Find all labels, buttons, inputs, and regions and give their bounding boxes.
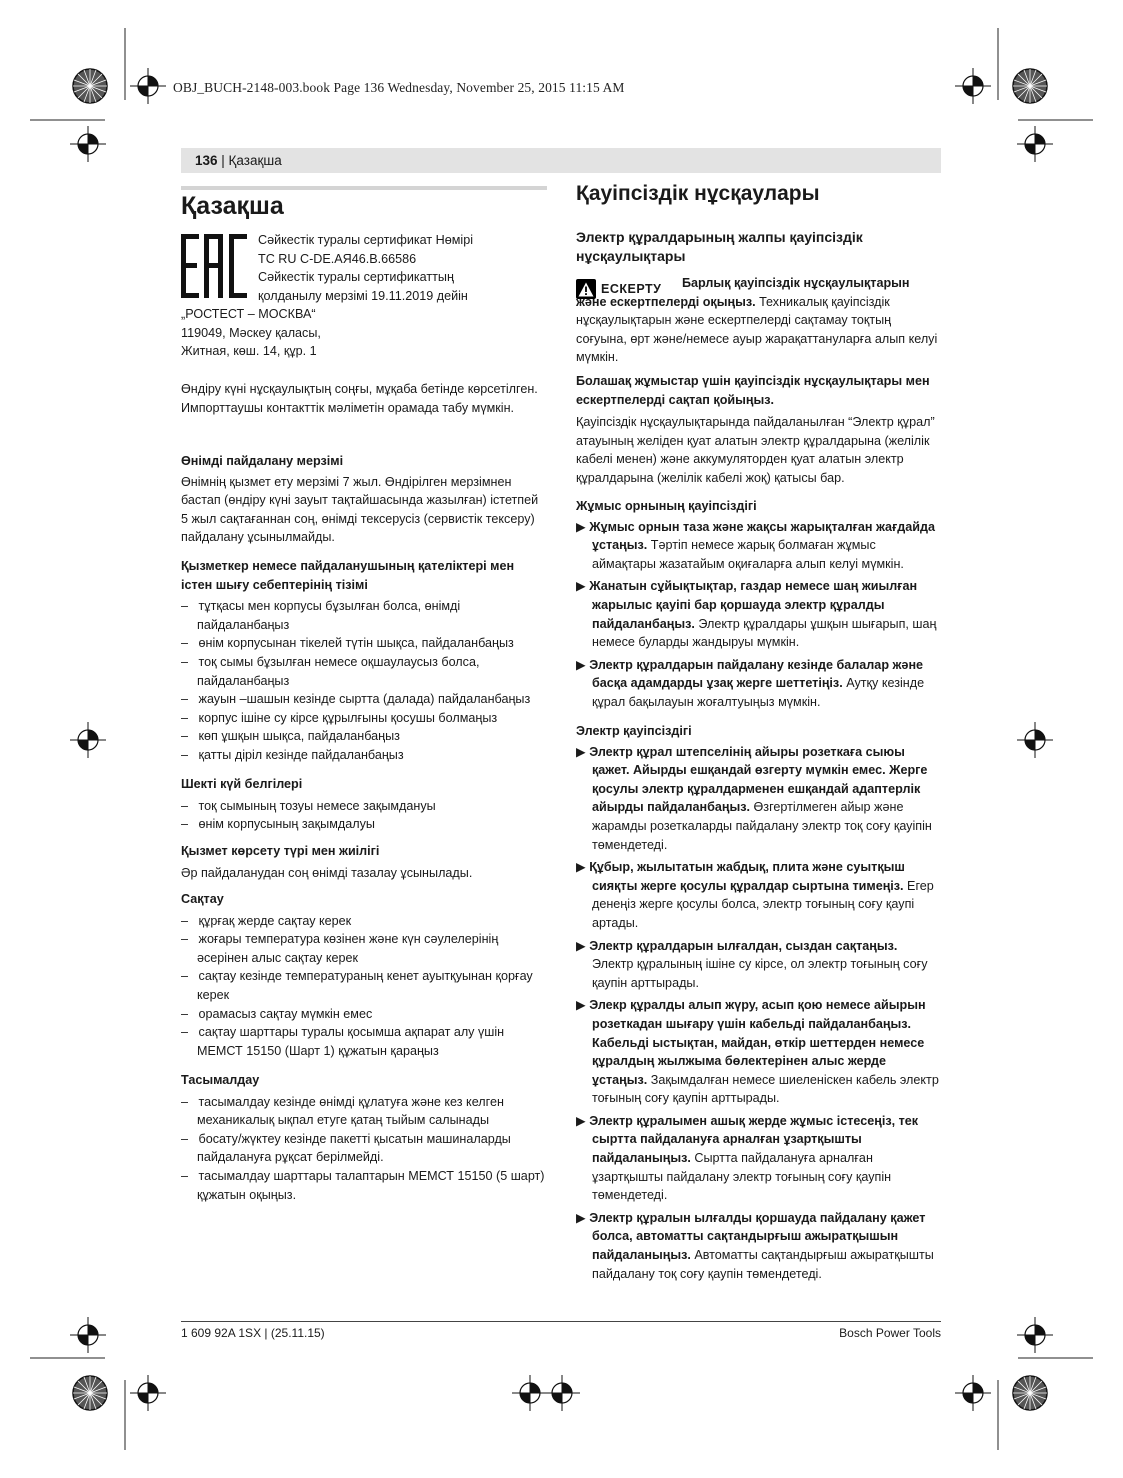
cert-line: Сәйкестік туралы сертификаттың xyxy=(258,270,454,284)
list-item: – тұтқасы мен корпусы бұзылған болса, өнімді пайдаланбаңыз xyxy=(181,599,461,632)
service-life-section xyxy=(181,452,547,547)
list-item: – көп ұшқын шықса, пайдаланбаңыз xyxy=(181,729,400,744)
footer-brand: Bosch Power Tools xyxy=(839,1326,941,1340)
list-item: ▶ Электр құрал штепселінің айыры розеткаға сыюы қажет. Айырды ешқандай өзгерту мүмкін емес. Жерге қосулы электр құралдарменен ешқандай адаптерлік айырды пайдаланбаңыз. Өзгертілмеген айыр және жарамды розеткаларды пайдалану электр тоқ соғу қауіпін төмендетеді. xyxy=(576,744,932,852)
footer-doc-id: 1 609 92A 1SX | (25.11.15) xyxy=(181,1326,325,1340)
list-item: – қатты діріл кезінде пайдаланбаңыз xyxy=(181,747,404,762)
list-item: – өнім корпусынан тікелей түтін шықса, пайдаланбаңыз xyxy=(181,636,514,651)
list-item: – жауын –шашын кезінде сыртта (далада) пайдаланбаңыз xyxy=(181,692,531,707)
keep-text: Қауіпсіздік нұсқаулықтарында пайдаланылған “Электр құрал” атауының желіден қуат алатын электр құралдарына (желілік кабелі менен) және аккумуляторден қуат алатын электр құралдарына (желілік кабелі жоқ) қатысы бар. xyxy=(576,415,935,485)
list-item: – тоқ сымы бұзылған немесе оқшаулаусыз болса, пайдаланбаңыз xyxy=(181,654,480,688)
errors-section xyxy=(181,557,547,765)
section-heading: Шекті күй белгілері xyxy=(181,777,303,791)
section-text: Әр пайдаланудан соң өнімді тазалау ұсынылады. xyxy=(181,865,473,880)
list-item: – өнім корпусының зақымдалуы xyxy=(181,817,375,832)
section-text: Өнімнің қызмет ету мерзімі 7 жыл. Өндірілген мерзімнен бастап (өндіру күні зауыт тақтайшасында жазылған) істетпей 5 жыл сақтағаннан соң, өнімді тексерусіз (сервистік тексеру) пайдалану ұсынылмайды. xyxy=(181,474,539,545)
list-item: ▶ Электр құралдарын ылғалдан, сыздан сақтаңыз. Электр құралының ішіне су кірсе, ол электр тоғының соғу қаупін арттырады. xyxy=(576,938,928,990)
section-heading: Сақтау xyxy=(181,892,224,906)
limits-section xyxy=(181,775,547,834)
section-heading: Электр қауіпсіздігі xyxy=(576,724,692,738)
keep-heading: Болашақ жұмыстар үшін қауіпсіздік нұсқаулықтары мен ескертпелерді сақтап қойыңыз. xyxy=(576,374,930,407)
intro-block xyxy=(181,380,547,417)
section-heading: Өнімді пайдалану мерзімі xyxy=(181,454,344,468)
intro-text: Импорттаушы контакттік мәліметін орамада табу мүмкін. xyxy=(181,400,515,415)
list-item: – босату/жүктеу кезінде пакетті қысатын машиналарды пайдалануға рұқсат берілмейді. xyxy=(181,1131,511,1165)
cert-address xyxy=(181,305,547,361)
warning-label: ЕСКЕРТУ xyxy=(601,282,662,296)
list-item: – сақтау шарттары туралы қосымша ақпарат алу үшін МЕМСТ 15150 (Шарт 1) құжатын қараңыз xyxy=(181,1025,505,1058)
left-title-rule xyxy=(181,186,547,190)
cert-line: „РОСТЕСТ – МОСКВА“ xyxy=(181,307,316,321)
cert-block xyxy=(258,231,548,305)
left-title: Қазақша xyxy=(181,192,284,220)
transport-section xyxy=(181,1071,547,1204)
list-item: ▶ Электр құралын ылғалды қоршауда пайдалану қажет болса, автоматты сақтандырғыш ажыратқышын пайдаланыңыз. Автоматты сақтандырғыш ажыратқышты пайдалану тоқ соғу қаупін төмендетеді. xyxy=(576,1210,934,1281)
cert-line: Сәйкестік туралы сертификат Нөмірі xyxy=(258,233,473,247)
list-item: ▶ Құбыр, жылытатын жабдық, плита және суытқыш сияқты жерге қосулы құралдар сыртына тимеңіз. Егер денеңіз жерге қосулы болса, электр тоғының соғу қаупі артады. xyxy=(576,860,934,930)
cert-line: 119049, Мәскеу қаласы, xyxy=(181,325,321,340)
eac-logo xyxy=(181,234,247,298)
list-item: – корпус ішіне су кірсе құрылғыны қосушы болмаңыз xyxy=(181,710,498,725)
section-heading: Қызмет көрсету түрі мен жиілігі xyxy=(181,844,380,858)
section-heading: Тасымалдау xyxy=(181,1073,260,1087)
list-item: ▶ Электр құралымен ашық жерде жұмыс істесеңіз, тек сыртта пайдалануға арналған ұзартқышты пайдаланыңыз. Сыртта пайдалануға арналған ұзартқышты пайдалану электр тоғының соғу қаупін төмендетеді. xyxy=(576,1113,919,1203)
list-item: ▶ Электр құралдарын пайдалану кезінде балалар және басқа адамдарды ұзақ жерге шеттетіңіз. Аутқу кезінде құрал бақылауын жоғалтуыңыз мүмкін. xyxy=(576,657,925,709)
cert-line: Житная, көш. 14, құр. 1 xyxy=(181,344,317,358)
list-item: ▶ Жұмыс орнын таза және жақсы жарықталған жағдайда ұстаңыз. Тәртіп немесе жарық болмаған жұмыс аймақтары жазатайым оқиғаларға алып келуі мүмкін. xyxy=(576,519,936,571)
header-section: Қазақша xyxy=(228,153,282,168)
intro-text: Өндіру күні нұсқаулықтың соңғы, мұқаба бетінде көрсетілген. xyxy=(181,382,538,396)
list-item: – сақтау кезінде температураның кенет ауытқуынан қорғау керек xyxy=(181,969,533,1002)
header-bar xyxy=(181,148,941,173)
list-item: ▶ Элекр құралды алып жүру, асып қою немесе айырын розеткадан шығару үшін кабельді пайдаланбаңыз. Кабельді ыстықтан, майдан, өткір шеттерден немесе құралдың жылжыма бөлектерінен алыс жерде ұстаңыз. Зақымдалған немесе шиеленіскен кабель электр тоғының соғу қаупін арттырады. xyxy=(576,998,939,1106)
list-item: – тоқ сымының тозуы немесе зақымдануы xyxy=(181,798,436,813)
list-item: – тасымалдау кезінде өнімді құлатуға және кез келген механикалық ықпал етуге қатаң тыйым салынады xyxy=(181,1094,504,1128)
book-info-line: OBJ_BUCH-2148-003.book Page 136 Wednesday, November 25, 2015 11:15 AM xyxy=(173,80,625,95)
list-item: ▶ Жанатын сұйықтықтар, газдар немесе шаң жиылған жарылыс қауіпі бар қоршауда электр құралды пайдаланбаңыз. Электр құралдары ұшқын шығарып, шаң немесе буларды жандыруы мүмкін. xyxy=(576,579,937,650)
right-subtitle: Электр құралдарының жалпы қауіпсіздік нұсқаулықтары xyxy=(576,229,863,264)
electrical-section xyxy=(576,722,941,1283)
service-section xyxy=(181,842,547,882)
list-item: – құрғақ жерде сақтау керек xyxy=(181,913,352,928)
list-item: – жоғары температура көзінен және күн сәулелерінің әсерінен алыс сақтау керек xyxy=(181,932,499,965)
cert-line: қолданылу мерзімі 19.11.2019 дейін xyxy=(258,288,468,303)
list-item: – орамасыз сақтау мүмкін емес xyxy=(181,1006,373,1021)
section-heading: Жұмыс орнының қауіпсіздігі xyxy=(576,499,757,513)
warning-text: Барлық қауіпсіздік нұсқаулықтарын және ескертпелерді оқыңыз. Техникалық қауіпсіздік нұсқаулықтарын және ескертпелерді сақтамау тоқтың соғуына, өрт және/немесе ауыр жарақаттануларға алып келуі мүмкін. xyxy=(576,276,938,365)
cert-line: TC RU C-DE.АЯ46.B.66586 xyxy=(258,251,417,266)
page-header: 136 | Қазақша xyxy=(195,153,282,168)
page-number: 136 xyxy=(195,153,218,168)
section-heading: Қызметкер немесе пайдаланушының қателіктері мен істен шығу себептерінің тізімі xyxy=(181,559,515,592)
footer-rule xyxy=(181,1321,941,1322)
right-title: Қауіпсіздік нұсқаулары xyxy=(576,182,820,205)
list-item: – тасымалдау шарттары талаптарын МЕМСТ 15150 (5 шарт) құжатын оқыңыз. xyxy=(181,1168,545,1202)
workplace-section xyxy=(576,497,941,712)
storage-section xyxy=(181,890,547,1060)
